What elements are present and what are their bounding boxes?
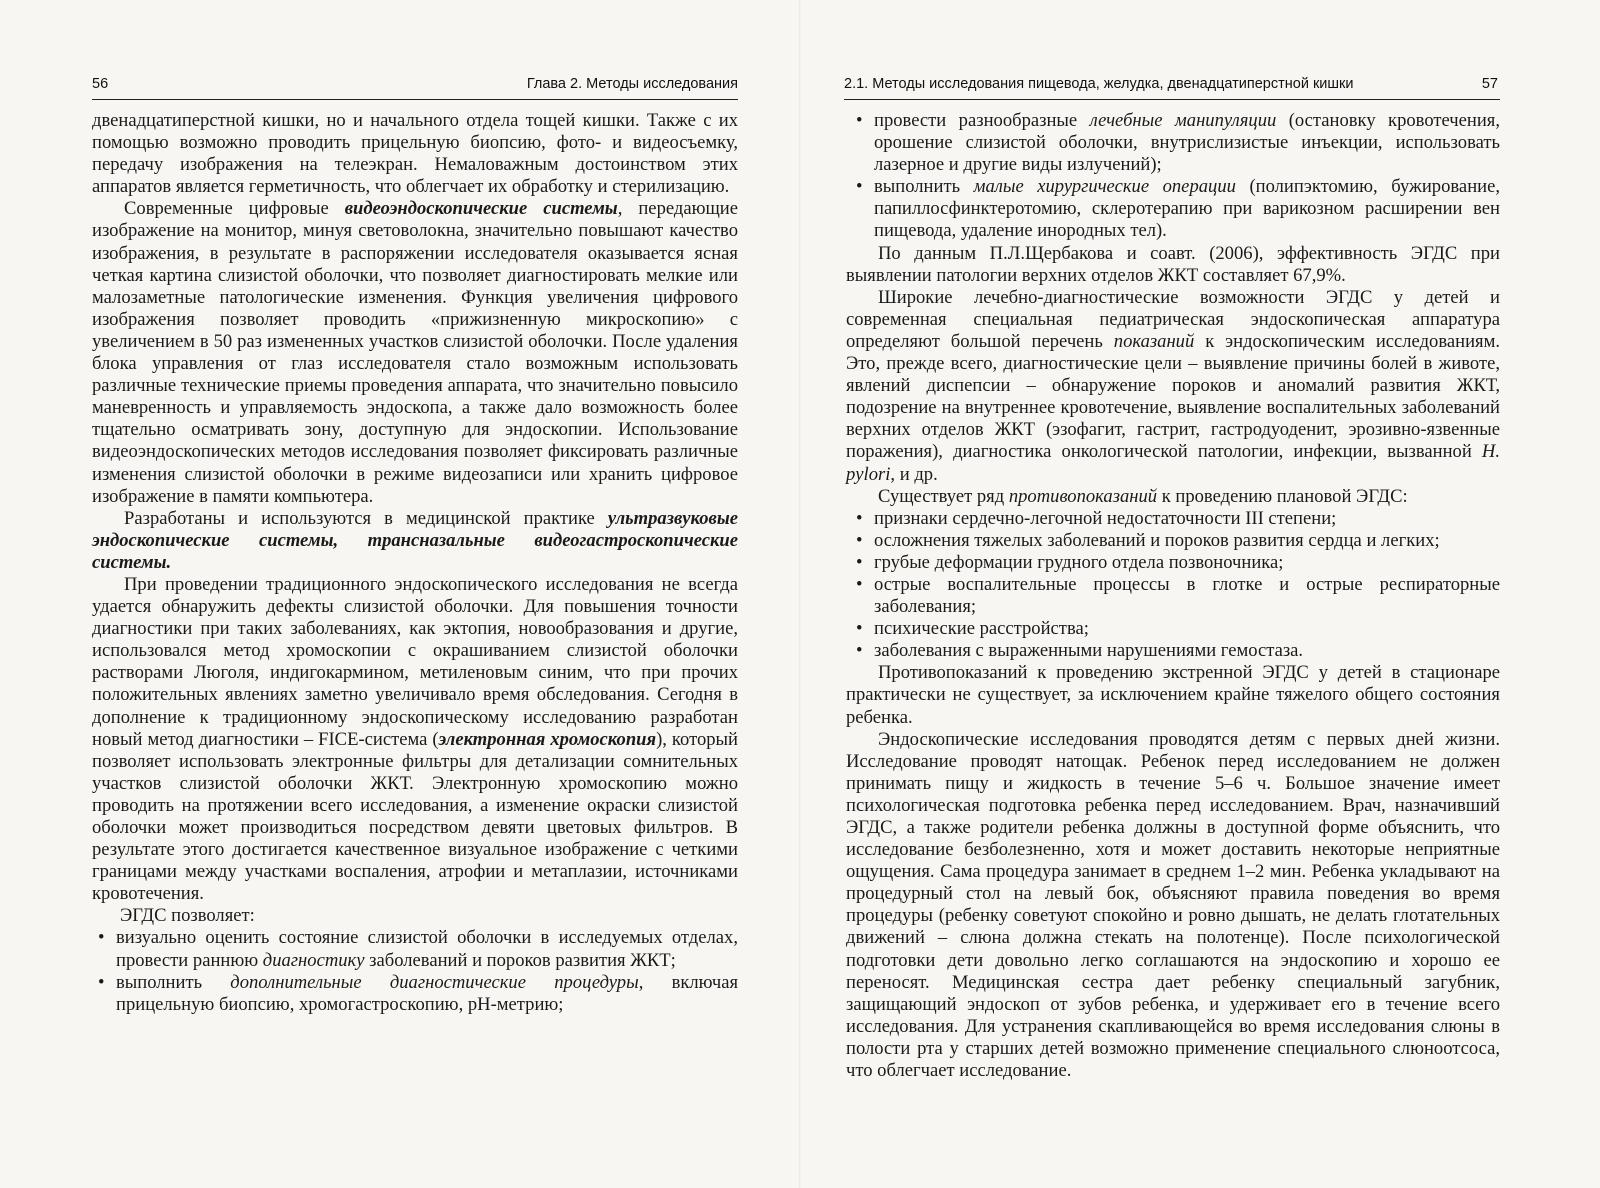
emphasis: показаний (1113, 330, 1195, 352)
list-item: • психические расстройства; (852, 618, 1500, 640)
emphasis: ультразвуковые эндоскопические системы (92, 507, 738, 551)
paragraph: Эндоскопические исследования проводятся детям с первых дней жизни. Исследование проводят натощак. Ребенок перед исследованием не должен принимать пищу и жидкость в течение 5–6 ч. Большое значение имеет психологическая подготовка ребенка перед исследованием. Врач, назначивший ЭГДС, а также родители ребенка должны в доступной форме объяснить, что исследование безболезненно, хотя и может доставить некоторые неприятные ощущения. Сама процедура занимает в среднем 1–2 мин. Ребенка укладывают на процедурный стол на левый бок, объясняют правила поведения во время процедуры (ребенку советуют спокойно и ровно дышать, не делать глотательных движений – слюна должна стекать на полотенце). После психологической подготовки дети довольно легко соглашаются на эндоскопию и хорошо ее переносят. Медицинская сестра дает ребенку специальный загубник, защищающий эндоскоп от зубов ребенка, и удерживает его в течение всего исследования. Для устранения скапливающейся во время исследования слюны в полости рта у старших детей возможно применение специального слюноотсоса, что облегчает исследование. (846, 728, 1500, 1082)
running-header-left (92, 76, 738, 100)
list-item: • острые воспалительные процессы в глотке и острые респираторные заболевания; (852, 574, 1500, 618)
list-item: • заболевания с выраженными нарушениями гемостаза. (852, 640, 1500, 662)
paragraph: двенадцатиперстной кишки, но и начального отдела тощей кишки. Также с их помощью возможно проводить прицельную биопсию, фото- и видеосъемку, передачу изображения на телеэкран. Немаловажным достоинством этих аппаратов является герметичность, что облегчает их обработку и стерилизацию. (92, 110, 738, 198)
paragraph: Широкие лечебно-диагностические возможности ЭГДС у детей и современная специальная педиатрическая эндоскопическая аппаратура определяют большой перечень показаний к эндоскопическим исследованиям. Это, прежде всего, диагностические цели – выявление причины болей в животе, явлений диспепсии – обнаружение пороков и аномалий развития ЖКТ, подозрение на внутреннее кровотечение, выявление воспалительных заболеваний верхних отделов ЖКТ (эзофагит, гастрит, гастродуоденит, эрозивно-язвенные поражения), диагностика онкологической патологии, инфекции, вызванной H. pylori, и др. (846, 286, 1500, 485)
list-item: • осложнения тяжелых заболеваний и пороков развития сердца и легких; (852, 530, 1500, 552)
contraindications-list (846, 508, 1500, 663)
emphasis: малые хирургические операции (973, 176, 1236, 198)
emphasis: электронная хромоскопия (438, 728, 657, 750)
paragraph: ЭГДС позволяет: (120, 905, 255, 927)
page-body-right (846, 110, 1500, 1082)
right-page (800, 0, 1600, 1188)
list-item: • выполнить дополнительные диагностические процедуры, включая прицельную биопсию, хромогастроскопию, рН-метрию; (94, 972, 738, 1016)
emphasis: дополнительные диагностические процедуры (230, 971, 639, 993)
list-item: • выполнить малые хирургические операции (полипэктомию, бужирование, папиллосфинктеротомию, склеротерапию при варикозном расширении вен пищевода, удаление инородных тел). (852, 176, 1500, 242)
bullet-list (92, 927, 738, 1015)
paragraph: Противопоказаний к проведению экстренной ЭГДС у детей в стационаре практически не существует, за исключением крайне тяжелого общего состояния ребенка. (846, 662, 1500, 728)
bullet-list (846, 110, 1500, 243)
emphasis: H. pylori (846, 441, 1500, 485)
section-title: 2.1. Методы исследования пищевода, желудка, двенадцатиперстной кишки (844, 76, 1354, 92)
page-number: 57 (1481, 76, 1498, 92)
list-item: • грубые деформации грудного отдела позвоночника; (852, 552, 1500, 574)
emphasis: трансназальные видеогастроскопические системы (92, 529, 739, 573)
paragraph: Разработаны и используются в медицинской практике ультразвуковые эндоскопические системы, трансназальные видеогастроскопические системы. (92, 507, 739, 573)
running-header-right (844, 76, 1500, 100)
list-item: • провести разнообразные лечебные манипуляции (остановку кровотечения, орошение слизистой оболочки, внутрислизистые инъекции, использовать лазерное и другие виды излучений); (852, 110, 1500, 176)
list-item: • признаки сердечно-легочной недостаточности III степени; (852, 508, 1500, 530)
page-number: 56 (92, 76, 109, 92)
paragraph: Существует ряд противопоказаний к проведению плановой ЭГДС: (878, 485, 1408, 507)
paragraph: Современные цифровые видеоэндоскопические системы, передающие изображение на монитор, минуя световолокна, значительно повышают качество изображения, в результате в распоряжении исследователя оказывается ясная четкая картина слизистой оболочки, что позволяет диагностировать мелкие или малозаметные патологические изменения. Функция увеличения цифрового изображения позволяет проводить «прижизненную микроскопию» с увеличением в 50 раз измененных участков слизистой оболочки. После удаления блока управления от глаз исследователя стало возможным использовать различные технические приемы проведения аппарата, что значительно повысило маневренность и управляемость эндоскопа, а также дало возможность более тщательно осматривать зону, доступную для эндоскопии. Использование видеоэндоскопических методов исследования позволяет фиксировать различные изменения слизистой оболочки в режиме видеозаписи или хранить цифровое изображение в памяти компьютера. (92, 198, 738, 507)
paragraph: По данным П.Л.Щербакова и соавт. (2006), эффективность ЭГДС при выявлении патологии верхних отделов ЖКТ составляет 67,9%. (846, 242, 1500, 286)
paragraph: При проведении традиционного эндоскопического исследования не всегда удается обнаружить дефекты слизистой оболочки. Для повышения точности диагностики при таких заболеваниях, как эктопия, новообразования и другие, использовался метод хромоскопии с окрашиванием слизистой оболочки растворами Люголя, индигокармином, метиленовым синим, что при прочих положительных явлениях заметно увеличивало время обследования. Сегодня в дополнение к традиционному эндоскопическому исследованию разработан новый метод диагностики – FICE-система (электронная хромоскопия), который позволяет использовать электронные фильтры для детализации сомнительных участков слизистой оболочки ЖКТ. Электронную хромоскопию можно проводить на протяжении всего исследования, а изменение окраски слизистой оболочки может производиться посредством девяти цветовых фильтров. В результате этого достигается качественное визуальное изображение с четкими границами между участками воспаления, атрофии и метаплазии, источниками кровотечения. (92, 573, 738, 905)
emphasis: лечебные манипуляции (1089, 110, 1277, 131)
list-item: • визуально оценить состояние слизистой оболочки в исследуемых отделах, провести раннюю диагностику заболеваний и пороков развития ЖКТ; (94, 927, 738, 971)
page-body-left (92, 110, 738, 1016)
emphasis: диагностику (262, 949, 365, 971)
chapter-title: Глава 2. Методы исследования (526, 76, 738, 92)
emphasis: противопоказаний (1008, 485, 1158, 507)
emphasis: видеоэндоскопические системы (344, 198, 618, 220)
